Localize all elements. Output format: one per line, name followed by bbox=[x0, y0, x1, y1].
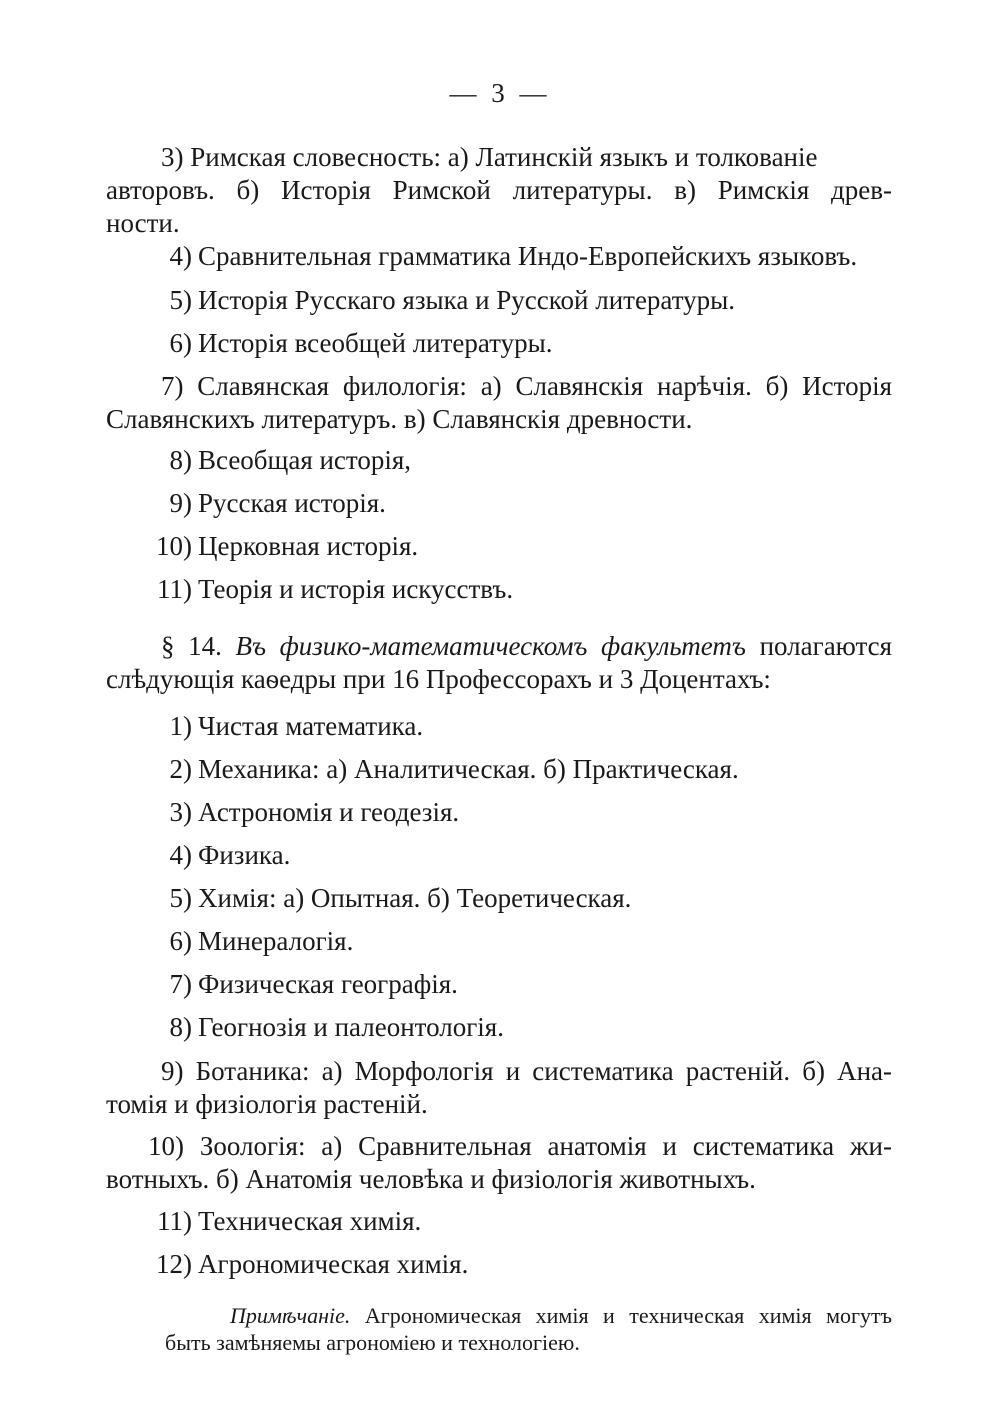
list-item-number: 4) bbox=[169, 840, 192, 870]
list-item-3-line1: 3) Римская словесность: а) Латинскій языкъ и толкованіе bbox=[161, 142, 818, 172]
list-item-number: 5) bbox=[169, 285, 192, 315]
list-item-text: Русская исторія. bbox=[198, 488, 386, 518]
section-mark: § 14. bbox=[161, 631, 222, 661]
list-item-9-line1: 9) Ботаника: а) Морфологія и систематика растеній. б) Ана- bbox=[161, 1056, 892, 1086]
list-item-text: Всеобщая исторія, bbox=[198, 445, 412, 475]
list-item-text: Техническая химія. bbox=[198, 1206, 422, 1236]
list-item bbox=[106, 968, 892, 1001]
list-item bbox=[106, 1011, 892, 1044]
list-item-text: Исторія всеобщей литературы. bbox=[198, 328, 553, 358]
list-item-number: 8) bbox=[169, 1012, 192, 1042]
list-item-number: 11) bbox=[157, 1206, 192, 1236]
list-item bbox=[106, 284, 892, 317]
list-item-number: 7) bbox=[169, 969, 192, 999]
list-item-10-line2: вотныхъ. б) Анатомія человѣка и физіологія животныхъ. bbox=[106, 1164, 756, 1194]
page-number: — 3 — bbox=[449, 78, 551, 108]
list-item bbox=[106, 710, 892, 743]
list-item bbox=[106, 796, 892, 829]
list-item-number: 1) bbox=[169, 711, 192, 741]
footnote-label: Примѣчаніе. bbox=[230, 1303, 351, 1328]
list-item-text: Теорія и исторія искусствъ. bbox=[198, 574, 514, 604]
list-item-text: Химія: а) Опытная. б) Теоретическая. bbox=[198, 883, 632, 913]
list-item-text: Астрономія и геодезія. bbox=[198, 797, 460, 827]
list-item-3-line3: ности. bbox=[106, 208, 180, 238]
list-item bbox=[106, 240, 892, 273]
list-item bbox=[106, 327, 892, 360]
list-item-7-line1: 7) Славянская филологія: а) Славянскія нарѣчія. б) Исторія bbox=[161, 371, 892, 401]
list-item bbox=[106, 925, 892, 958]
list-item bbox=[106, 573, 892, 606]
section-heading-rest: полагаются bbox=[759, 631, 893, 661]
list-item-10-line1: 10) Зоологія: а) Сравнительная анатомія и систематика жи- bbox=[148, 1131, 892, 1161]
list-item-3-line2: авторовъ. б) Исторія Римской литературы. в) Римскія древ- bbox=[106, 175, 892, 205]
list-item-number: 12) bbox=[156, 1249, 192, 1279]
footnote-text: Агрономическая химія и техническая химія могутъ bbox=[364, 1303, 893, 1328]
list-item-text: Сравнительная грамматика Индо-Европейскихъ языковъ. bbox=[198, 241, 858, 271]
list-item-number: 8) bbox=[169, 445, 192, 475]
list-item-text: Исторія Русскаго языка и Русской литературы. bbox=[198, 285, 736, 315]
list-item-text: Механика: а) Аналитическая. б) Практическая. bbox=[198, 754, 739, 784]
list-item-9-line2: томія и физіологія растеній. bbox=[106, 1089, 428, 1119]
list-item-number: 11) bbox=[157, 574, 192, 604]
list-item-number: 4) bbox=[169, 241, 192, 271]
list-item-number: 10) bbox=[156, 531, 192, 561]
list-item-text: Чистая математика. bbox=[198, 711, 424, 741]
list-item bbox=[106, 1205, 892, 1238]
list-item-number: 5) bbox=[169, 883, 192, 913]
list-item bbox=[106, 839, 892, 872]
list-item-number: 9) bbox=[169, 488, 192, 518]
list-item bbox=[106, 882, 892, 915]
list-item-text: Геогнозія и палеонтологія. bbox=[198, 1012, 504, 1042]
list-item-number: 2) bbox=[169, 754, 192, 784]
list-item-text: Физика. bbox=[198, 840, 291, 870]
section-heading-line2: слѣдующія каѳедры при 16 Профессорахъ и 3 Доцентахъ: bbox=[106, 664, 771, 694]
list-item bbox=[106, 753, 892, 786]
list-item bbox=[106, 1248, 892, 1281]
list-item-7-line2: Славянскихъ литературъ. в) Славянскія древности. bbox=[106, 404, 693, 434]
list-item-number: 3) bbox=[169, 797, 192, 827]
list-item bbox=[106, 487, 892, 520]
list-item-number: 6) bbox=[169, 328, 192, 358]
list-item-text: Физическая географія. bbox=[198, 969, 458, 999]
footnote-line2: быть замѣняемы агрономіею и технологіею. bbox=[165, 1330, 580, 1355]
section-faculty-title: Въ физико-математическомъ факультетъ bbox=[235, 631, 746, 661]
list-item-number: 6) bbox=[169, 926, 192, 956]
list-item bbox=[106, 444, 892, 477]
section-heading bbox=[106, 630, 892, 663]
list-item bbox=[106, 530, 892, 563]
list-item-text: Церковная исторія. bbox=[198, 531, 419, 561]
list-item-text: Агрономическая химія. bbox=[198, 1249, 469, 1279]
footnote-line1 bbox=[230, 1302, 892, 1329]
list-item-text: Минералогія. bbox=[198, 926, 354, 956]
